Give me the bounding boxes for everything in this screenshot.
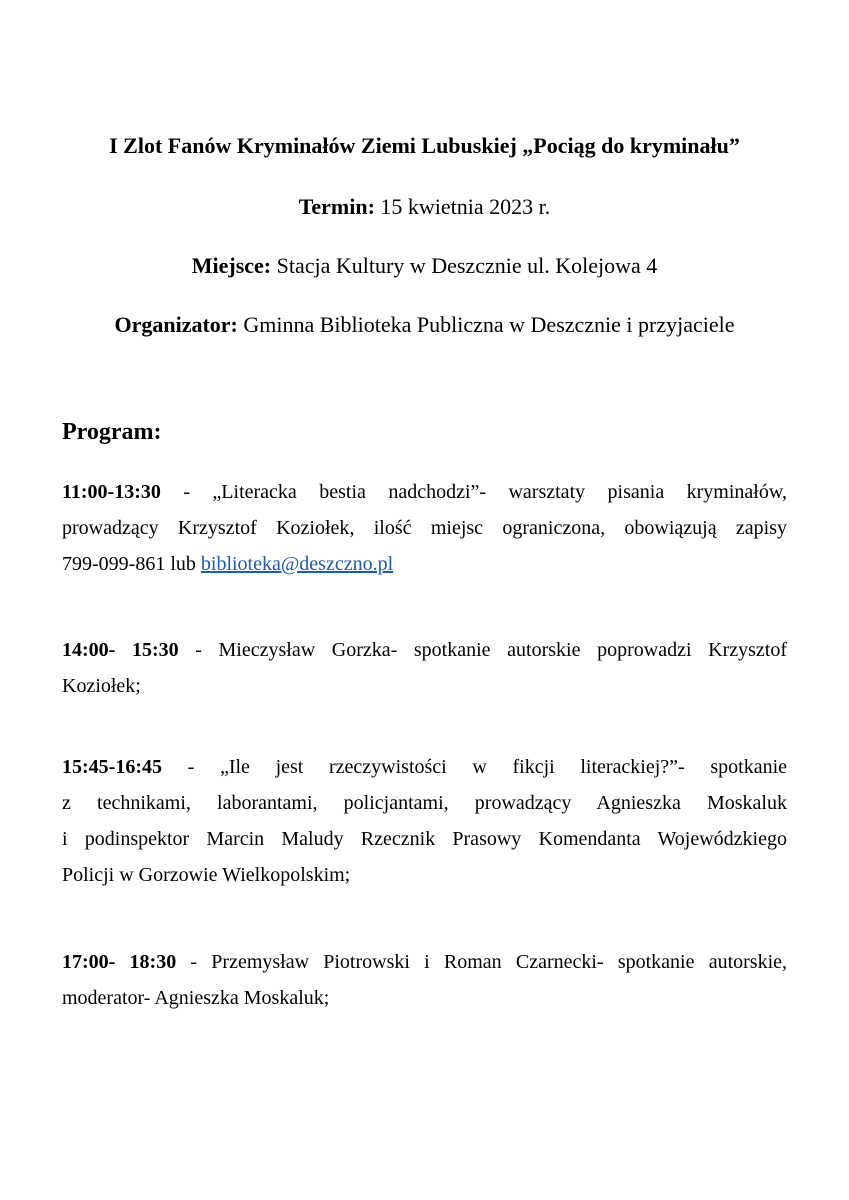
program-item-line: 14:00- 15:30 - Mieczysław Gorzka- spotkanie autorskie poprowadzi Krzysztof (62, 639, 787, 661)
program-item-line: prowadzący Krzysztof Koziołek, ilość miejsc ograniczona, obowiązują zapisy (62, 517, 787, 539)
event-date (0, 194, 849, 220)
organizator-value: Gminna Biblioteka Publiczna w Deszcznie i przyjaciele (237, 312, 735, 337)
program-item-time: 11:00-13:30 (62, 481, 161, 503)
termin-value: 15 kwietnia 2023 r. (374, 194, 551, 219)
program-item (62, 749, 787, 893)
program-item-time: 14:00- 15:30 (62, 639, 179, 661)
termin-label: Termin: (298, 194, 375, 219)
program-item-time: 17:00- 18:30 (62, 951, 177, 973)
event-venue (0, 253, 849, 279)
program-item-line: i podinspektor Marcin Maludy Rzecznik Prasowy Komendanta Wojewódzkiego (62, 828, 787, 850)
program-heading: Program: (62, 419, 162, 445)
program-item-line: Koziołek; (62, 675, 141, 697)
event-title: I Zlot Fanów Kryminałów Ziemi Lubuskiej „Pociąg do kryminału” (109, 133, 740, 158)
program-item-line: moderator- Agnieszka Moskaluk; (62, 987, 330, 1009)
miejsce-value: Stacja Kultury w Deszcznie ul. Kolejowa 4 (271, 253, 658, 278)
program-item-line: Policji w Gorzowie Wielkopolskim; (62, 864, 351, 886)
program-item-line: 11:00-13:30 - „Literacka bestia nadchodzi”- warsztaty pisania kryminałów, (62, 481, 787, 503)
organizator-label: Organizator: (114, 312, 238, 337)
program-item (62, 474, 787, 582)
program-item-line: 17:00- 18:30 - Przemysław Piotrowski i Roman Czarnecki- spotkanie autorskie, (62, 951, 788, 973)
program-item (62, 632, 787, 704)
program-item-time: 15:45-16:45 (62, 756, 162, 778)
email-link[interactable]: biblioteka@deszczno.pl (200, 553, 394, 575)
program-item-line: z technikami, laborantami, policjantami, prowadzący Agnieszka Moskaluk (62, 792, 787, 814)
program-item (62, 944, 787, 1016)
miejsce-label: Miejsce: (191, 253, 272, 278)
event-organizer (0, 312, 849, 338)
program-item-line: 799-099-861 lub biblioteka@deszczno.pl (62, 553, 394, 575)
program-item-line: 15:45-16:45 - „Ile jest rzeczywistości w fikcji literackiej?”- spotkanie (62, 756, 787, 778)
